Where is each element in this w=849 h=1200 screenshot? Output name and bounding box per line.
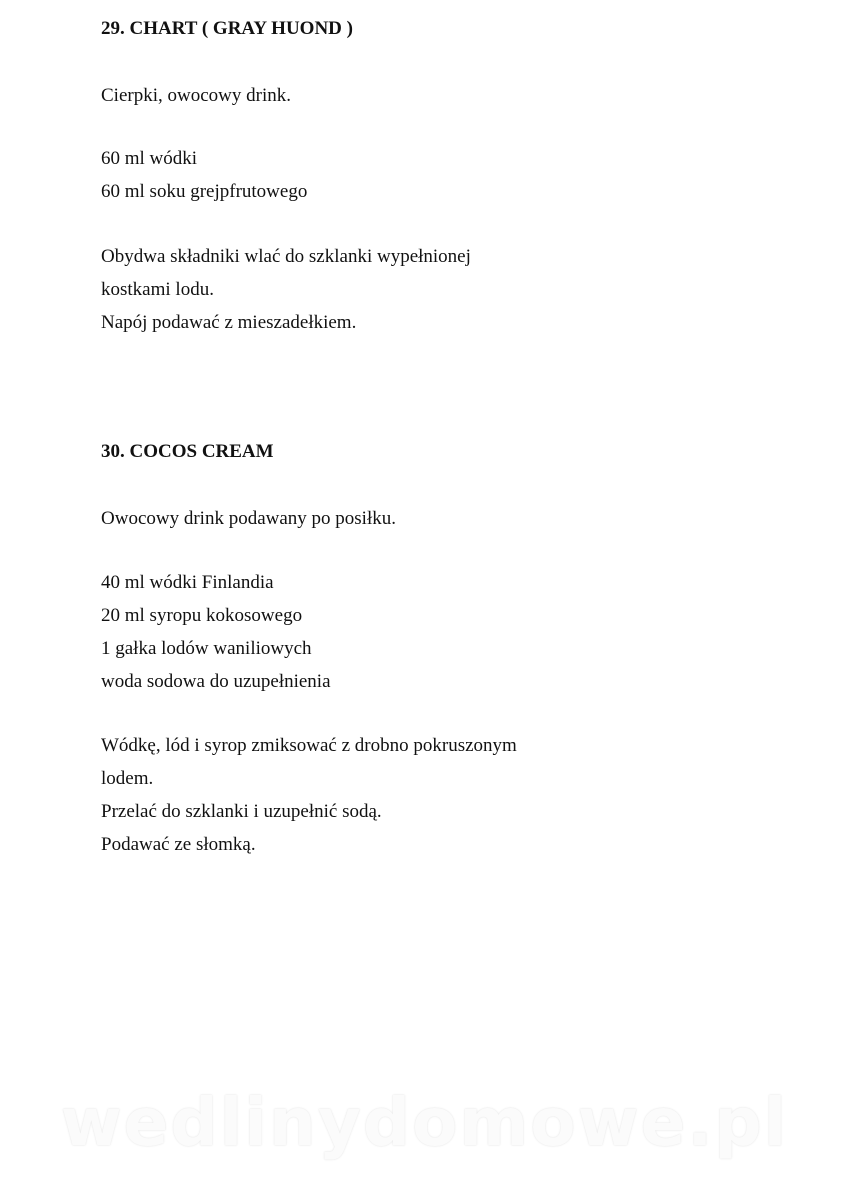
recipe-30-instruction: Wódkę, lód i syrop zmiksować z drobno pokruszonym [101, 735, 517, 756]
recipe-30-ingredient: 1 gałka lodów waniliowych [101, 638, 312, 659]
recipe-30-description: Owocowy drink podawany po posiłku. [101, 508, 396, 529]
recipe-29-title: 29. CHART ( GRAY HUOND ) [101, 18, 353, 39]
recipe-30-ingredient: 20 ml syropu kokosowego [101, 605, 303, 626]
recipe-30-instruction: Przelać do szklanki i uzupełnić sodą. [101, 801, 382, 822]
recipe-29-instruction: kostkami lodu. [101, 279, 214, 300]
recipe-30-instruction: Podawać ze słomką. [101, 834, 256, 855]
recipe-30-instruction: lodem. [101, 768, 154, 789]
recipe-29-ingredient: 60 ml soku grejpfrutowego [101, 181, 308, 202]
watermark: wedlinydomowe.pl [60, 1084, 789, 1161]
recipe-30-ingredient: woda sodowa do uzupełnienia [101, 671, 331, 692]
recipe-29-ingredient: 60 ml wódki [101, 148, 198, 169]
recipe-30-ingredient: 40 ml wódki Finlandia [101, 572, 274, 593]
recipe-29-instruction: Napój podawać z mieszadełkiem. [101, 312, 357, 333]
recipe-30-title: 30. COCOS CREAM [101, 441, 274, 462]
recipe-29-instruction: Obydwa składniki wlać do szklanki wypełnionej [101, 246, 471, 267]
recipe-29-description: Cierpki, owocowy drink. [101, 85, 291, 106]
